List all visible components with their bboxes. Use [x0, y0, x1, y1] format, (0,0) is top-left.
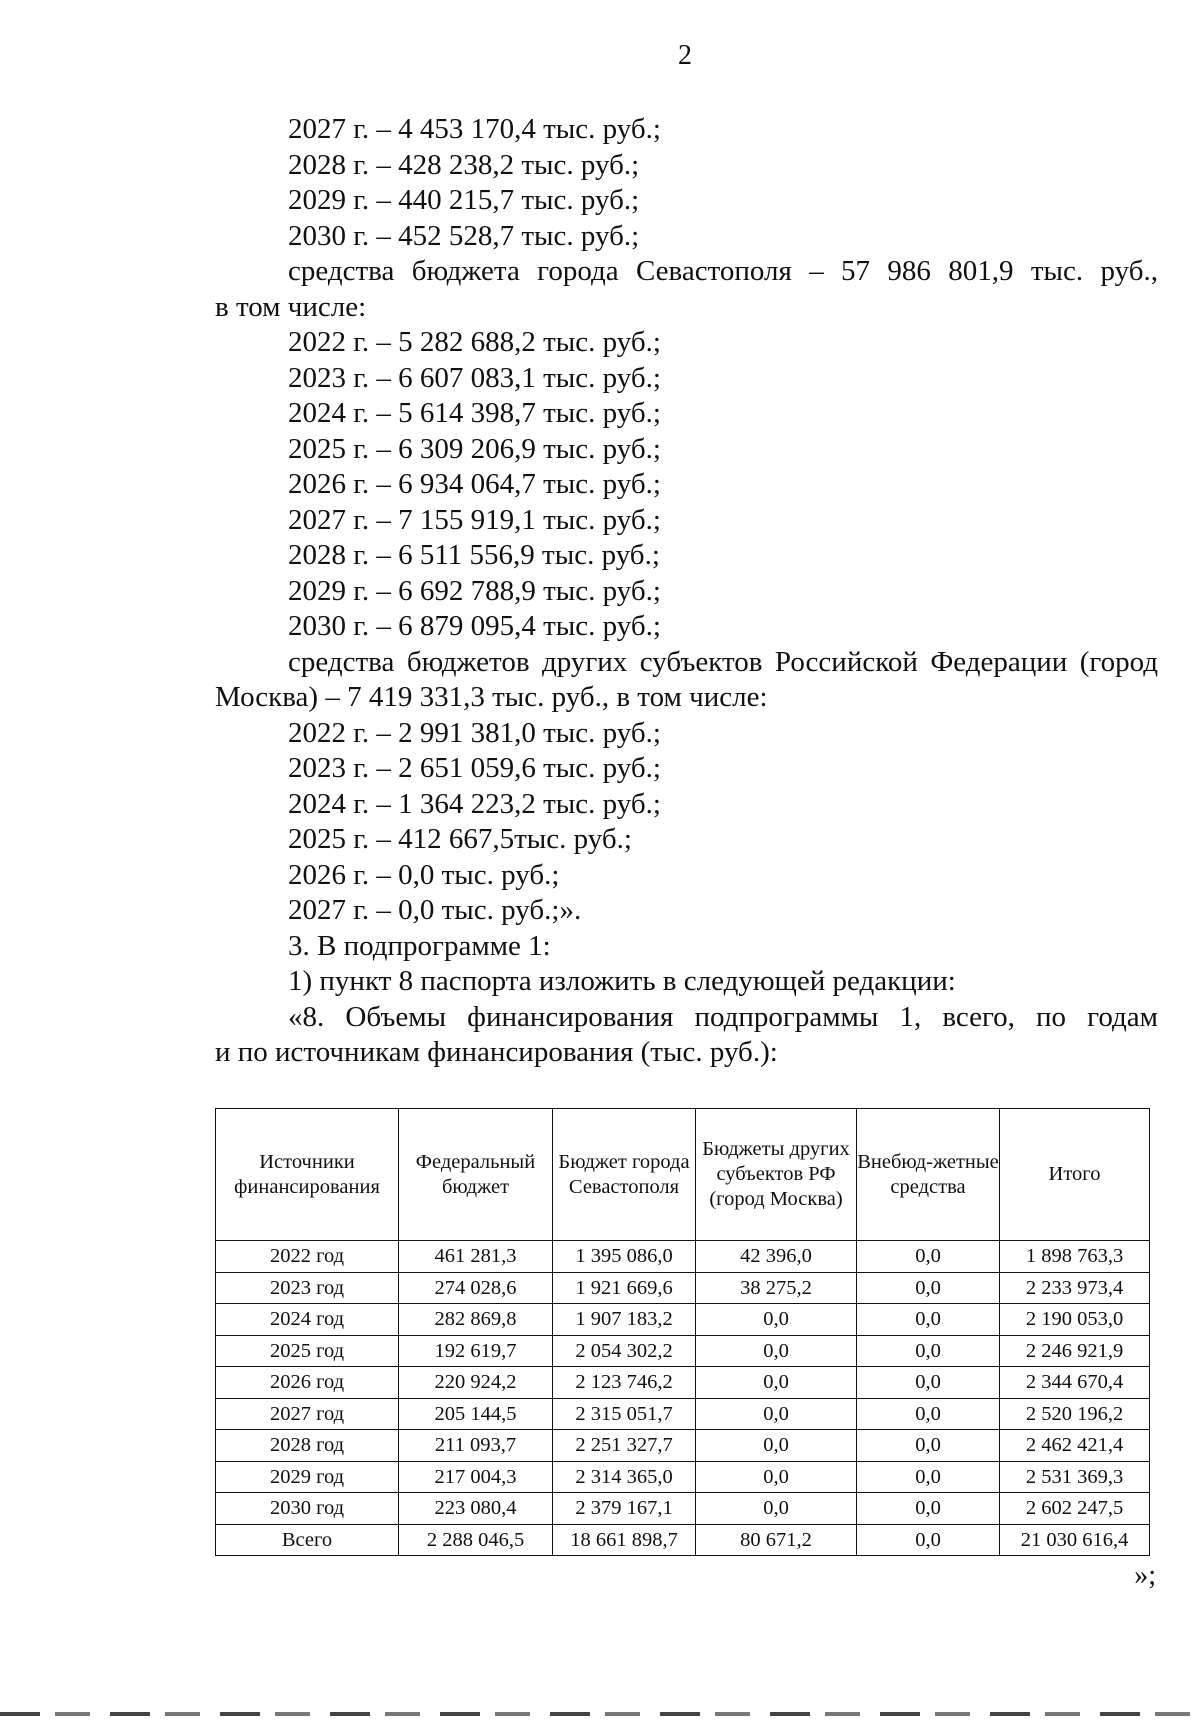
table-cell: 2024 год: [216, 1304, 399, 1336]
table-cell: 223 080,4: [399, 1493, 553, 1525]
text-line: 2023 г. – 6 607 083,1 тыс. руб.;: [288, 361, 661, 394]
header-total: Итого: [1000, 1109, 1150, 1241]
table-cell: 42 396,0: [696, 1241, 857, 1273]
sevastopol-budget-intro-cont: в том числе:: [215, 290, 367, 323]
document-body: [215, 112, 1158, 1071]
table-cell: 2023 год: [216, 1272, 399, 1304]
table-cell: 2 054 302,2: [553, 1335, 696, 1367]
table-cell: 2028 год: [216, 1430, 399, 1462]
table-header-row: [216, 1109, 1150, 1241]
table-cell: 0,0: [857, 1335, 1000, 1367]
table-cell: 2 531 369,3: [1000, 1461, 1150, 1493]
table-cell: 2 379 167,1: [553, 1493, 696, 1525]
table-cell: 2 602 247,5: [1000, 1493, 1150, 1525]
table-cell: 2 315 051,7: [553, 1398, 696, 1430]
table-cell: 1 907 183,2: [553, 1304, 696, 1336]
table-cell: 2 251 327,7: [553, 1430, 696, 1462]
scan-edge-artifact: [0, 1712, 1200, 1716]
table-cell: 0,0: [857, 1493, 1000, 1525]
text-line: 2027 г. – 4 453 170,4 тыс. руб.;: [288, 113, 661, 145]
table-row: [216, 1430, 1150, 1462]
table-cell: 1 921 669,6: [553, 1272, 696, 1304]
financing-paragraph: «8. Объемы финансирования подпрограммы 1, всего, по годам: [288, 1000, 1158, 1033]
text-line: 2030 г. – 6 879 095,4 тыс. руб.;: [288, 610, 661, 642]
header-extrabudget: Внебюд-жетные средства: [857, 1109, 1000, 1241]
financing-table: [215, 1108, 1150, 1556]
table-cell: 2 344 670,4: [1000, 1367, 1150, 1399]
text-line: 2027 г. – 0,0 тыс. руб.;».: [288, 894, 582, 926]
table-cell: 0,0: [696, 1430, 857, 1462]
table-cell: 0,0: [857, 1304, 1000, 1336]
text-line: 2027 г. – 7 155 919,1 тыс. руб.;: [288, 503, 661, 536]
text-line: 2025 г. – 412 667,5тыс. руб.;: [288, 823, 632, 855]
table-cell: 0,0: [696, 1493, 857, 1525]
table-cell: 2 233 973,4: [1000, 1272, 1150, 1304]
table-cell: 0,0: [857, 1430, 1000, 1462]
table-cell: 2 520 196,2: [1000, 1398, 1150, 1430]
table-cell: 2 190 053,0: [1000, 1304, 1150, 1336]
table-cell: 2026 год: [216, 1367, 399, 1399]
text-line: 2024 г. – 1 364 223,2 тыс. руб.;: [288, 787, 661, 820]
section-heading: 3. В подпрограмме 1:: [288, 929, 551, 962]
table-row: [216, 1493, 1150, 1525]
header-moscow: Бюджеты других субъектов РФ (город Москва): [696, 1109, 857, 1241]
table-cell: 2 288 046,5: [399, 1524, 553, 1556]
table-cell: 0,0: [857, 1524, 1000, 1556]
table-row: [216, 1335, 1150, 1367]
table-cell: 2 123 746,2: [553, 1367, 696, 1399]
text-line: 2026 г. – 6 934 064,7 тыс. руб.;: [288, 468, 661, 500]
item-heading: 1) пункт 8 паспорта изложить в следующей редакции:: [288, 965, 956, 997]
table-cell: 0,0: [857, 1398, 1000, 1430]
table-cell: 0,0: [857, 1461, 1000, 1493]
moscow-budget-intro: средства бюджетов других субъектов Российской Федерации (город: [288, 645, 1158, 678]
table-cell: 274 028,6: [399, 1272, 553, 1304]
moscow-budget-intro-cont: Москва) – 7 419 331,3 тыс. руб., в том числе:: [215, 681, 768, 713]
table-cell: 0,0: [857, 1367, 1000, 1399]
table-cell: 217 004,3: [399, 1461, 553, 1493]
table-cell: 220 924,2: [399, 1367, 553, 1399]
table-cell: 0,0: [857, 1272, 1000, 1304]
table-cell: 0,0: [696, 1398, 857, 1430]
table-cell: Всего: [216, 1524, 399, 1556]
table-row: [216, 1398, 1150, 1430]
sevastopol-budget-intro: средства бюджета города Севастополя – 57 986 801,9 тыс. руб.,: [288, 255, 1158, 287]
table-cell: 2 246 921,9: [1000, 1335, 1150, 1367]
text-line: 2022 г. – 2 991 381,0 тыс. руб.;: [288, 716, 661, 749]
text-line: 2029 г. – 440 215,7 тыс. руб.;: [288, 184, 640, 216]
table-cell: 2027 год: [216, 1398, 399, 1430]
table-cell: 0,0: [857, 1241, 1000, 1273]
table-cell: 282 869,8: [399, 1304, 553, 1336]
text-line: 2025 г. – 6 309 206,9 тыс. руб.;: [288, 432, 661, 465]
table-cell: 38 275,2: [696, 1272, 857, 1304]
text-line: 2028 г. – 428 238,2 тыс. руб.;: [288, 148, 640, 181]
text-line: 2022 г. – 5 282 688,2 тыс. руб.;: [288, 326, 661, 358]
table-row: [216, 1272, 1150, 1304]
table-row: [216, 1367, 1150, 1399]
table-cell: 1 898 763,3: [1000, 1241, 1150, 1273]
table-cell: 0,0: [696, 1367, 857, 1399]
text-line: 2024 г. – 5 614 398,7 тыс. руб.;: [288, 397, 661, 429]
table-cell: 1 395 086,0: [553, 1241, 696, 1273]
table-cell: 0,0: [696, 1335, 857, 1367]
text-line: 2030 г. – 452 528,7 тыс. руб.;: [288, 219, 640, 252]
table-cell: 2029 год: [216, 1461, 399, 1493]
table-cell: 2 462 421,4: [1000, 1430, 1150, 1462]
table-row: [216, 1304, 1150, 1336]
table-row: [216, 1241, 1150, 1273]
table-cell: 2030 год: [216, 1493, 399, 1525]
table-row: [216, 1461, 1150, 1493]
closing-quote: »;: [1134, 1560, 1156, 1591]
header-sevastopol: Бюджет города Севастополя: [553, 1109, 696, 1241]
table-cell: 192 619,7: [399, 1335, 553, 1367]
table-cell: 21 030 616,4: [1000, 1524, 1150, 1556]
page-number: 2: [678, 40, 692, 71]
table-cell: 205 144,5: [399, 1398, 553, 1430]
header-sources: Источники финансирования: [216, 1109, 399, 1241]
text-line: 2029 г. – 6 692 788,9 тыс. руб.;: [288, 574, 661, 607]
table-total-row: [216, 1524, 1150, 1556]
table-cell: 18 661 898,7: [553, 1524, 696, 1556]
text-line: 2026 г. – 0,0 тыс. руб.;: [288, 858, 560, 891]
financing-paragraph-cont: и по источникам финансирования (тыс. руб.):: [215, 1036, 778, 1068]
table-cell: 2022 год: [216, 1241, 399, 1273]
table-cell: 2 314 365,0: [553, 1461, 696, 1493]
text-line: 2028 г. – 6 511 556,9 тыс. руб.;: [288, 539, 660, 571]
table-cell: 211 093,7: [399, 1430, 553, 1462]
table-cell: 461 281,3: [399, 1241, 553, 1273]
table-cell: 80 671,2: [696, 1524, 857, 1556]
table-cell: 2025 год: [216, 1335, 399, 1367]
text-line: 2023 г. – 2 651 059,6 тыс. руб.;: [288, 752, 661, 784]
table-cell: 0,0: [696, 1461, 857, 1493]
table-cell: 0,0: [696, 1304, 857, 1336]
header-federal: Федеральный бюджет: [399, 1109, 553, 1241]
